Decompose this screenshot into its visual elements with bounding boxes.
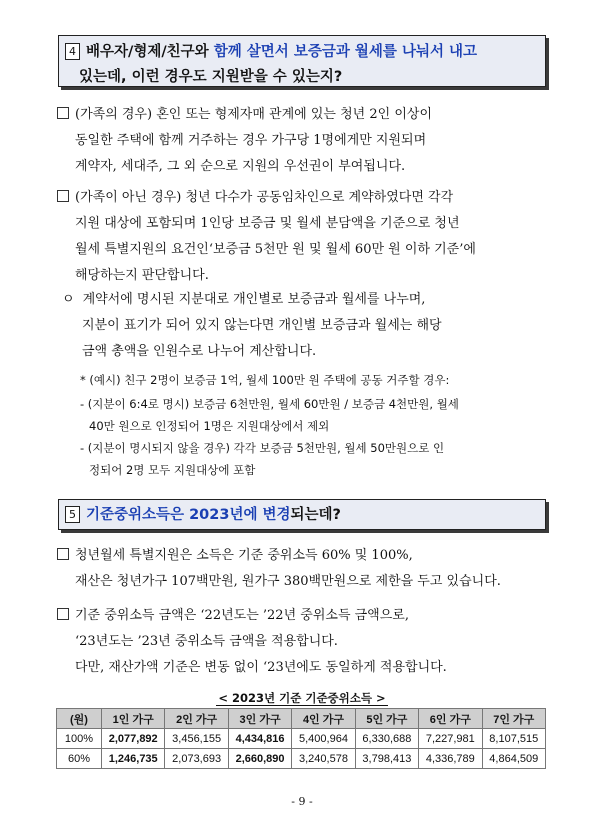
bullet-circle-icon: ㅇ: [62, 292, 75, 307]
example-block: * (예시) 친구 2명이 보증금 1억, 월세 100만 원 주택에 공동 거주할 경우: - (지분이 6:4로 명시) 보증금 6천만원, 월세 60만원 / 보증금 4천만원, 월세 40만 원으로 인정되어 1명은 지원대상에서 제외 - (지분이 명시되지 않을 경우) 각각 보증금 5천만원, 월세 50만원으로 인 정되어 2명 모두 지원대상에 포함: [80, 373, 459, 477]
checkbox-square-icon: [57, 107, 69, 119]
table-header-cell: 3인 가구: [228, 709, 291, 729]
table-cell: 100%: [57, 729, 102, 749]
table-cell: 8,107,515: [482, 729, 545, 749]
table-caption: < 2023년 기준 기준중위소득 >: [218, 691, 386, 705]
table-cell: 2,660,890: [228, 749, 291, 769]
question-5-line: 5 기준중위소득은 2023년에 변경되는데?: [65, 503, 545, 528]
table-cell: 4,336,789: [419, 749, 482, 769]
question-4-number: 4: [65, 43, 80, 60]
table-header-cell: 5인 가구: [355, 709, 418, 729]
table-cell: 3,240,578: [292, 749, 355, 769]
paragraph-income-criteria: 청년월세 특별지원은 소득은 기준 중위소득 60% 및 100%, 재산은 청년가구 107백만원, 원가구 380백만원으로 제한을 두고 있습니다.: [57, 543, 501, 595]
table-cell: 1,246,735: [102, 749, 165, 769]
table-cell: 3,798,413: [355, 749, 418, 769]
checkbox-square-icon: [57, 190, 69, 202]
table-cell: 2,077,892: [102, 729, 165, 749]
paragraph-median-income-application: 기준 중위소득 금액은 ‘22년도는 ’22년 중위소득 금액으로, ‘23년도는 ’23년 중위소득 금액을 적용합니다. 다만, 재산가액 기준은 변동 없이 ‘23년에도 동일하게 적용합니다.: [57, 603, 447, 681]
page-number: - 9 -: [291, 795, 313, 808]
table-row: [57, 749, 546, 769]
paragraph-family-case: (가족의 경우) 혼인 또는 형제자매 관계에 있는 청년 2인 이상이 동일한 주택에 함께 거주하는 경우 가구당 1명에게만 지원되며 계약자, 세대주, 그 외 순으로 지원의 우선권이 부여됩니다.: [57, 102, 432, 180]
question-4-line-1: 4 배우자/형제/친구와 함께 살면서 보증금과 월세를 나눠서 내고: [65, 40, 545, 65]
table-header-cell: 7인 가구: [482, 709, 545, 729]
median-income-table: [56, 708, 546, 769]
checkbox-square-icon: [57, 548, 69, 560]
table-cell: 3,456,155: [165, 729, 228, 749]
question-4-box: [58, 35, 546, 87]
table-header-cell: 6인 가구: [419, 709, 482, 729]
question-5-box: [58, 499, 546, 530]
paragraph-non-family-case: (가족이 아닌 경우) 청년 다수가 공동임차인으로 계약하였다면 각각 지원 대상에 포함되며 1인당 보증금 및 월세 분담액을 기준으로 청년 월세 특별지원의 요건인‘보증금 5천만 원 및 월세 60만 원 이하 기준’에 해당하는지 판단합니다.: [57, 185, 476, 289]
question-5-number: 5: [65, 506, 80, 523]
table-header-row: [57, 709, 546, 729]
table-cell: 2,073,693: [165, 749, 228, 769]
table-row: [57, 729, 546, 749]
table-cell: 4,434,816: [228, 729, 291, 749]
table-cell: 60%: [57, 749, 102, 769]
table-cell: 5,400,964: [292, 729, 355, 749]
table-header-cell: 2인 가구: [165, 709, 228, 729]
table-header-cell: 4인 가구: [292, 709, 355, 729]
checkbox-square-icon: [57, 608, 69, 620]
table-cell: 4,864,509: [482, 749, 545, 769]
table-cell: 6,330,688: [355, 729, 418, 749]
table-cell: 7,227,981: [419, 729, 482, 749]
paragraph-share-calculation: ㅇ 계약서에 명시된 지분대로 개인별로 보증금과 월세를 나누며, 지분이 표기가 되어 있지 않는다면 개인별 보증금과 월세는 해당 금액 총액을 인원수로 나누어 계산합니다.: [62, 292, 442, 359]
table-header-cell: 1인 가구: [102, 709, 165, 729]
table-header-cell: (원): [57, 709, 102, 729]
question-4-line-2: 있는데, 이런 경우도 지원받을 수 있는지?: [79, 69, 343, 85]
